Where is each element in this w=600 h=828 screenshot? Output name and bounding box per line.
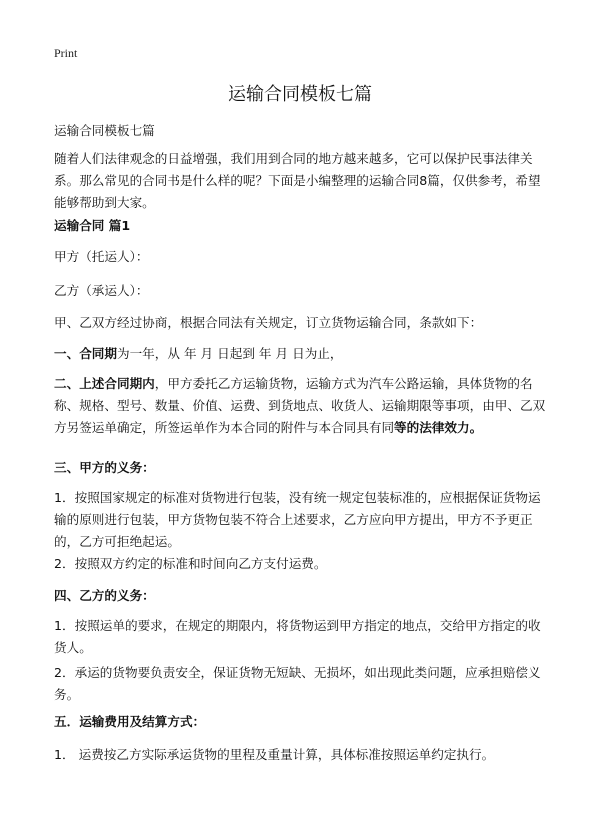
clause-4-heading: 四、乙方的义务： <box>54 588 155 603</box>
clause-5-item-1: 1． 运费按乙方实际承运货物的里程及重量计算，具体标准按照运单约定执行。 <box>54 747 495 762</box>
clause-2-bold: 二、上述合同期内 <box>54 376 155 391</box>
intro-paragraph: 随着人们法律观念的日益增强，我们用到合同的地方越来越多，它可以保护民事法律关系。那么常见的合同书是什么样的呢？下面是小编整理的运输合同8篇，仅供参考，希望能够帮助到大家。 <box>54 151 541 210</box>
party-a-line: 甲方（托运人）： <box>54 249 149 264</box>
clause-2-text: ，甲方委托乙方运输货物，运输方式为汽车公路运输，具体货物的名称、规格、型号、数量、价值、运费、到货地点、收货人、运输期限等事项，由甲、乙双方另签运单确定，所签运单作为本合同的附件与本合同具有同 <box>54 376 546 435</box>
clause-4-item-1: 1．按照运单的要求，在规定的期限内，将货物运到甲方指定的地点，交给甲方指定的收货人。 <box>54 618 541 655</box>
clause-1-text: 为一年，从 年 月 日起到 年 月 日为止， <box>116 346 343 361</box>
clause-4-item-2: 2．承运的货物要负责安全，保证货物无短缺、无损坏，如出现此类问题，应承担赔偿义务。 <box>54 665 541 702</box>
clause-3-item-2: 2．按照双方约定的标准和时间向乙方支付运费。 <box>54 556 327 571</box>
clause-3-heading: 三、甲方的义务： <box>54 460 155 475</box>
clause-2-bold-end: 等的法律效力。 <box>394 420 483 435</box>
clause-2 <box>54 373 548 439</box>
clause-1 <box>54 343 548 365</box>
print-label: Print <box>54 46 78 60</box>
preamble-paragraph: 甲、乙双方经过协商，根据合同法有关规定，订立货物运输合同，条款如下： <box>54 315 483 330</box>
party-b-line: 乙方（承运人）： <box>54 283 149 298</box>
document-title: 运输合同模板七篇 <box>228 84 372 105</box>
section-heading-1: 运输合同 篇1 <box>54 218 131 233</box>
clause-1-bold: 一、合同期 <box>54 346 117 361</box>
clause-5-heading: 五．运输费用及结算方式： <box>54 714 206 729</box>
clause-3-item-1: 1．按照国家规定的标准对货物进行包装，没有统一规定包装标准的，应根据保证货物运输的原则进行包装，甲方货物包装不符合上述要求，乙方应向甲方提出，甲方不予更正的，乙方可拒绝起运。 <box>54 490 541 549</box>
subtitle: 运输合同模板七篇 <box>54 123 155 138</box>
